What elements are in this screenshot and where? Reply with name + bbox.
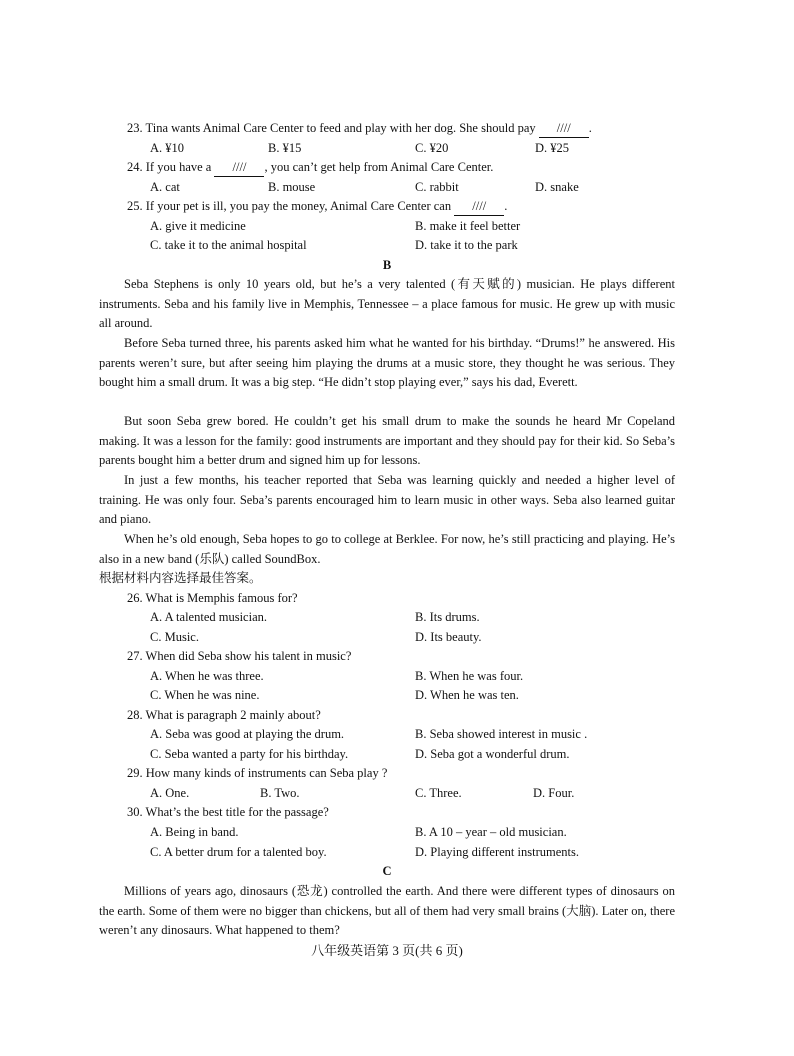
q26-option-a: A. A talented musician.	[150, 610, 267, 624]
q28-option-c: C. Seba wanted a party for his birthday.	[150, 747, 349, 761]
question-26-stem: 26. What is Memphis famous for?	[127, 591, 298, 605]
page-footer: 八年级英语第 3 页(共 6 页)	[311, 943, 463, 958]
q24-option-c: C. rabbit	[415, 180, 459, 194]
q24-option-b: B. mouse	[268, 180, 316, 194]
q28-option-d: D. Seba got a wonderful drum.	[415, 747, 570, 761]
section-b-heading: B	[382, 258, 392, 272]
q29-option-a: A. One.	[150, 786, 190, 800]
passage-b-paragraph-3: But soon Seba grew bored. He couldn’t get his small drum to make the sounds he heard Mr Copeland making. It was a lesson for the family: good instruments are important and they should pay for their kid. So Seba’s parents bought him a better drum and signed him up for lessons.	[99, 414, 675, 467]
q24-option-d: D. snake	[535, 180, 579, 194]
q29-option-b: B. Two.	[260, 786, 300, 800]
question-23-stem	[127, 119, 592, 138]
q25-option-a: A. give it medicine	[150, 219, 246, 233]
passage-b-paragraph-4: In just a few months, his teacher reported that Seba was learning quickly and needed a higher level of training. He was only four. Seba’s parents encouraged him to learn music in other ways. Seba also learned guitar and piano.	[99, 473, 675, 526]
passage-b-paragraph-5: When he’s old enough, Seba hopes to go to college at Berklee. For now, he’s still practicing and playing. He’s also in a new band (乐队) called SoundBox.	[99, 532, 675, 566]
q23-option-d: D. ¥25	[535, 141, 570, 155]
q26-option-b: B. Its drums.	[415, 610, 480, 624]
q23-text: 23. Tina wants Animal Care Center to feed and play with her dog. She should pay	[127, 121, 536, 135]
q25-blank: ////	[454, 197, 504, 216]
q24-text-pre: 24. If you have a	[127, 160, 212, 174]
question-27-stem: 27. When did Seba show his talent in music?	[127, 649, 352, 663]
q24-blank: ////	[214, 158, 264, 177]
q23-option-c: C. ¥20	[415, 141, 449, 155]
q23-end: .	[588, 121, 592, 135]
q29-option-c: C. Three.	[415, 786, 462, 800]
q27-option-d: D. When he was ten.	[415, 688, 519, 702]
q28-option-b: B. Seba showed interest in music .	[415, 727, 588, 741]
q25-option-c: C. take it to the animal hospital	[150, 238, 307, 252]
q29-option-d: D. Four.	[533, 786, 575, 800]
q26-option-d: D. Its beauty.	[415, 630, 482, 644]
passage-b-paragraph-1: Seba Stephens is only 10 years old, but he’s a very talented (有天赋的) musician. He plays different instruments. Seba and his family live in Memphis, Tennessee – a place famous for music. He grew up with music all around.	[99, 277, 675, 330]
q30-option-b: B. A 10 – year – old musician.	[415, 825, 567, 839]
q27-option-b: B. When he was four.	[415, 669, 524, 683]
q25-end: .	[504, 199, 508, 213]
q30-option-a: A. Being in band.	[150, 825, 239, 839]
q26-option-c: C. Music.	[150, 630, 199, 644]
passage-c-paragraph-1: Millions of years ago, dinosaurs (恐龙) controlled the earth. And there were different types of dinosaurs on the earth. Some of them were no bigger than chickens, but all of them had very small brains (大脑). Later on, there weren’t any dinosaurs. What happened to them?	[99, 884, 675, 937]
q30-option-d: D. Playing different instruments.	[415, 845, 579, 859]
question-30-stem: 30. What’s the best title for the passage?	[127, 805, 329, 819]
q27-option-a: A. When he was three.	[150, 669, 264, 683]
q28-option-a: A. Seba was good at playing the drum.	[150, 727, 345, 741]
passage-b-paragraph-2: Before Seba turned three, his parents asked him what he wanted for his birthday. “Drums!” he answered. His parents weren’t sure, but after seeing him playing the drums at a music store, they thought he was serious. They bought him a small drum. It was a big step. “He didn’t stop playing ever,” says his dad, Everett.	[99, 336, 675, 389]
question-25-stem	[127, 197, 507, 216]
q25-text: 25. If your pet is ill, you pay the money, Animal Care Center can	[127, 199, 452, 213]
question-24-stem	[127, 158, 493, 177]
q30-option-c: C. A better drum for a talented boy.	[150, 845, 327, 859]
q25-option-d: D. take it to the park	[415, 238, 518, 252]
question-29-stem: 29. How many kinds of instruments can Seba play ?	[127, 766, 388, 780]
instruction-text: 根据材料内容选择最佳答案。	[99, 571, 262, 585]
q23-blank: ////	[539, 119, 589, 138]
q27-option-c: C. When he was nine.	[150, 688, 260, 702]
q23-option-b: B. ¥15	[268, 141, 302, 155]
q24-text-post: , you can’t get help from Animal Care Center.	[264, 160, 494, 174]
q23-option-a: A. ¥10	[150, 141, 185, 155]
question-28-stem: 28. What is paragraph 2 mainly about?	[127, 708, 321, 722]
q25-option-b: B. make it feel better	[415, 219, 521, 233]
section-c-heading: C	[382, 864, 392, 878]
q24-option-a: A. cat	[150, 180, 180, 194]
